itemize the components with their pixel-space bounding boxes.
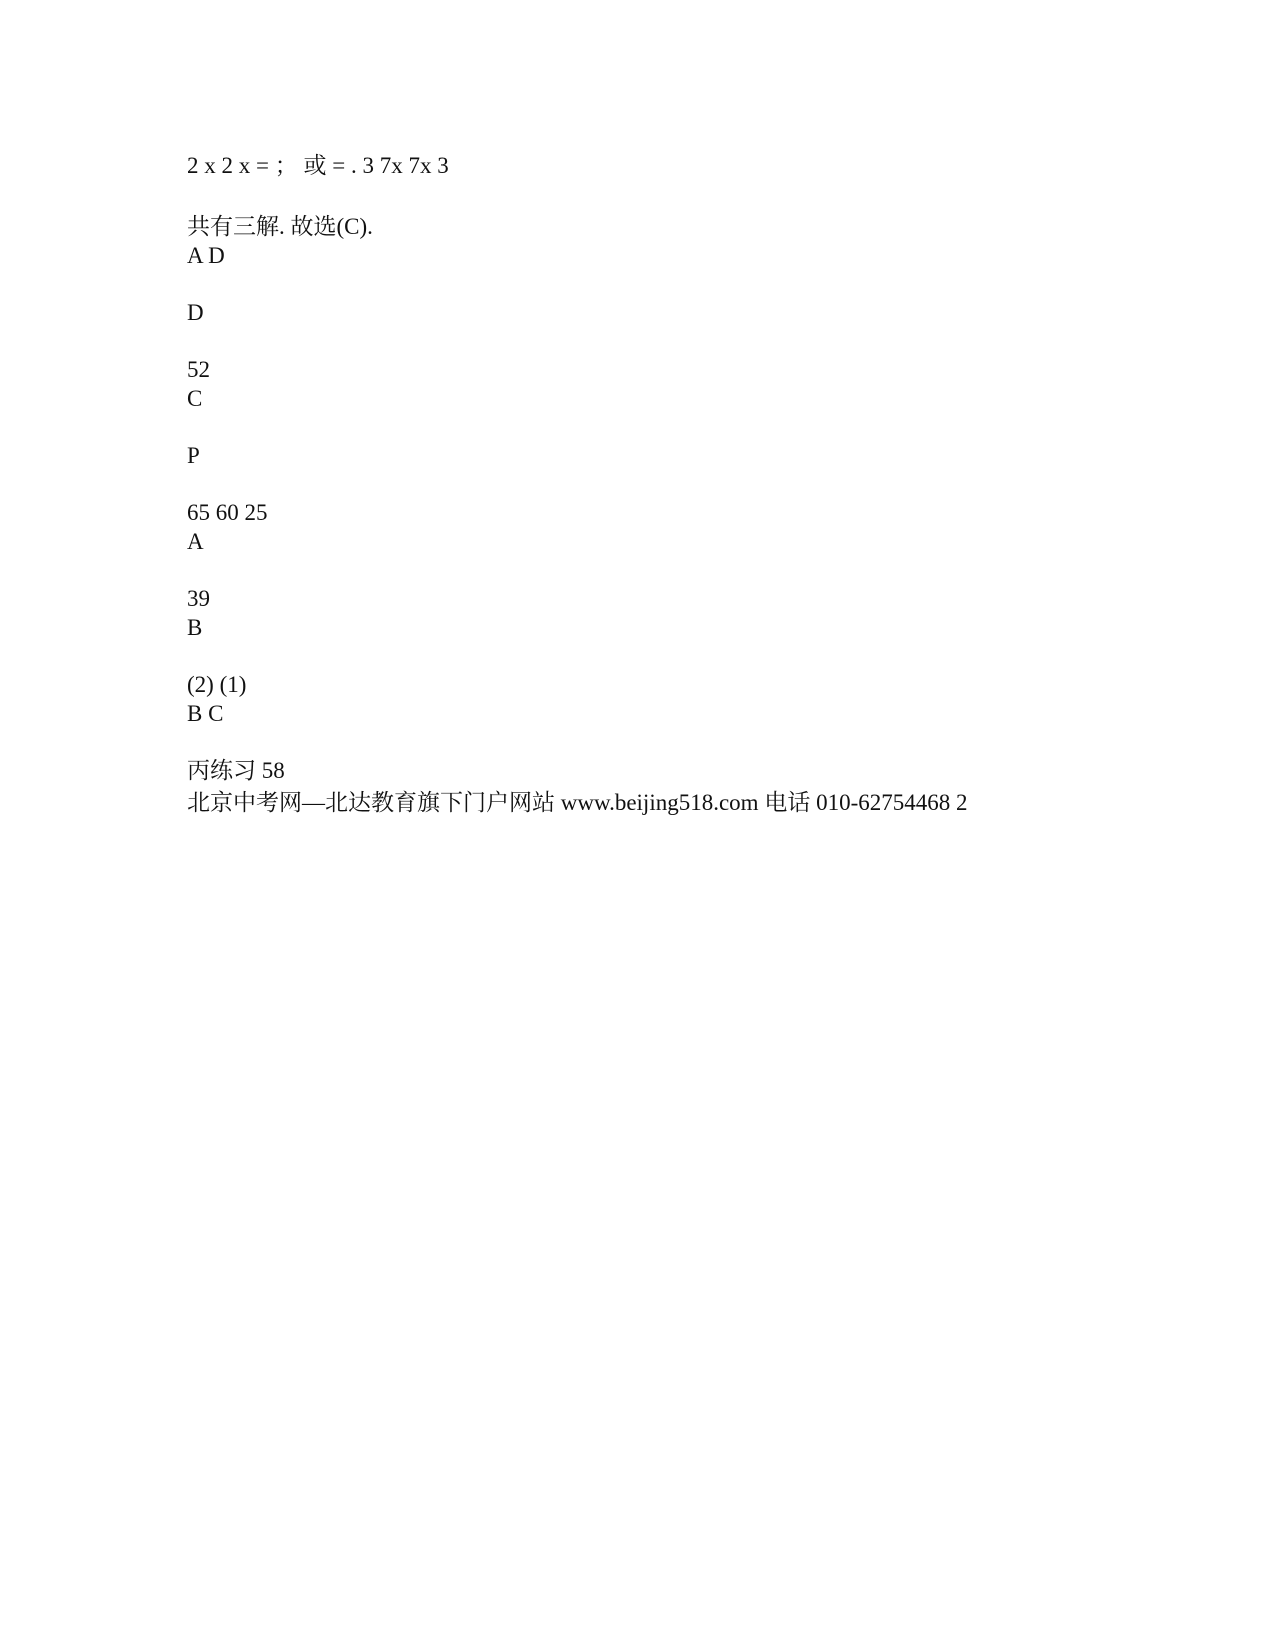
answer-line: P	[187, 443, 200, 468]
answer-line: A D	[187, 243, 225, 268]
page-footer: 北京中考网—北达教育旗下门户网站 www.beijing518.com 电话 010-62754468 2	[187, 790, 968, 815]
answer-line: B	[187, 615, 203, 640]
answer-line: (2) (1)	[187, 672, 247, 697]
answer-line: 52	[187, 357, 210, 382]
answer-line: A	[187, 529, 204, 554]
answer-line: C	[187, 386, 203, 411]
solution-conclusion: 共有三解. 故选(C).	[187, 214, 373, 239]
answer-line: D	[187, 300, 204, 325]
answer-line: 65 60 25	[187, 500, 268, 525]
answer-line: 39	[187, 586, 210, 611]
answer-line: B C	[187, 701, 224, 726]
equation-line: 2 x 2 x = ； 或 = . 3 7x 7x 3	[187, 153, 449, 178]
section-label: 丙练习 58	[187, 758, 285, 783]
